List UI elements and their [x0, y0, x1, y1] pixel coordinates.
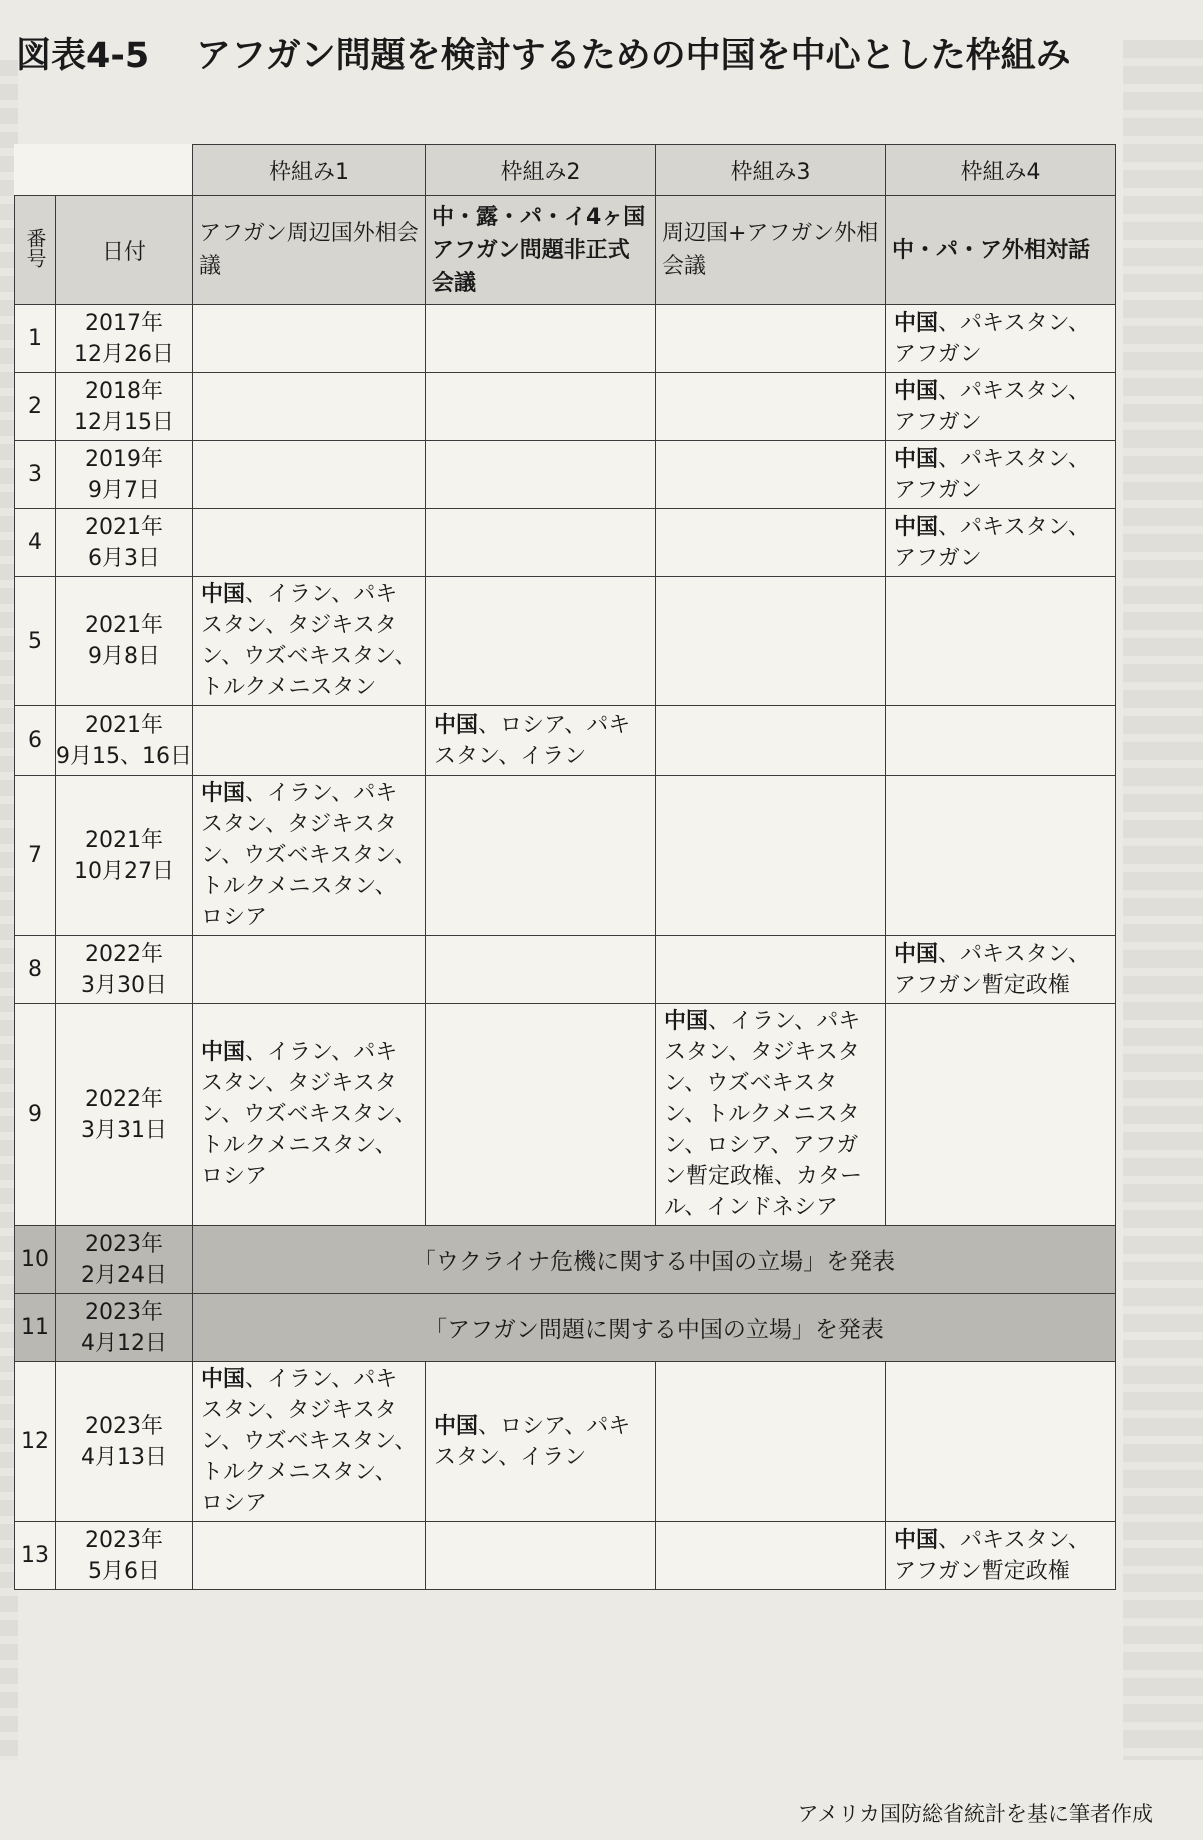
table-body: [15, 305, 1116, 1590]
framework-2-cell: [426, 1004, 656, 1226]
framework-2-cell: [426, 305, 656, 373]
framework-3-cell: [656, 1522, 886, 1590]
table-row: [15, 1004, 1116, 1226]
framework-1-cell: [193, 509, 426, 577]
table-row: [15, 1226, 1116, 1294]
framework-4-name: 中・パ・ア外相対話: [886, 196, 1116, 305]
table-row: [15, 1362, 1116, 1522]
framework-4-cell: 中国、パキスタン、アフガン暫定政権: [886, 936, 1116, 1004]
framework-3-cell: 中国、イラン、パキスタン、タジキスタン、ウズベキスタン、トルクメニスタン、ロシア、アフガン暫定政権、カタール、インドネシア: [656, 1004, 886, 1226]
framework-4-cell: [886, 776, 1116, 936]
framework-1-cell: [193, 373, 426, 441]
framework-1-label: 枠組み1: [193, 145, 426, 196]
framework-4-cell: [886, 1362, 1116, 1522]
row-date: 2017年 12月26日: [56, 305, 193, 373]
figure-number: 図表4-5: [16, 36, 150, 76]
framework-3-cell: [656, 441, 886, 509]
framework-1-cell: 中国、イラン、パキスタン、タジキスタン、ウズベキスタン、トルクメニスタン: [193, 577, 426, 706]
framework-1-cell: [193, 936, 426, 1004]
figure-caption: アフガン問題を検討するための中国を中心とした枠組み: [196, 36, 1071, 76]
row-number: 7: [15, 776, 56, 936]
row-date: 2022年 3月30日: [56, 936, 193, 1004]
framework-1-cell: [193, 441, 426, 509]
framework-2-cell: 中国、ロシア、パキスタン、イラン: [426, 1362, 656, 1522]
framework-4-label: 枠組み4: [886, 145, 1116, 196]
framework-1-name: アフガン周辺国外相会議: [193, 196, 426, 305]
row-date: 2021年 6月3日: [56, 509, 193, 577]
corner-cell: [15, 145, 193, 196]
framework-4-cell: 中国、パキスタン、アフガン: [886, 509, 1116, 577]
framework-4-cell: 中国、パキスタン、アフガン暫定政権: [886, 1522, 1116, 1590]
framework-3-cell: [656, 577, 886, 706]
row-date: 2022年 3月31日: [56, 1004, 193, 1226]
row-number: 8: [15, 936, 56, 1004]
framework-3-name: 周辺国+アフガン外相会議: [656, 196, 886, 305]
table-row: [15, 936, 1116, 1004]
row-number: 10: [15, 1226, 56, 1294]
row-number: 5: [15, 577, 56, 706]
framework-1-cell: 中国、イラン、パキスタン、タジキスタン、ウズベキスタン、トルクメニスタン、ロシア: [193, 1004, 426, 1226]
framework-1-cell: [193, 305, 426, 373]
framework-4-cell: 中国、パキスタン、アフガン: [886, 305, 1116, 373]
header-date: 日付: [56, 196, 193, 305]
table-row: [15, 1294, 1116, 1362]
row-date: 2019年 9月7日: [56, 441, 193, 509]
framework-2-name: 中・露・パ・イ4ヶ国アフガン問題非正式会議: [426, 196, 656, 305]
row-number: 4: [15, 509, 56, 577]
row-number: 3: [15, 441, 56, 509]
framework-2-cell: 中国、ロシア、パキスタン、イラン: [426, 706, 656, 776]
header-number: 番号: [15, 196, 56, 305]
framework-3-cell: [656, 936, 886, 1004]
framework-2-cell: [426, 936, 656, 1004]
framework-1-cell: 中国、イラン、パキスタン、タジキスタン、ウズベキスタン、トルクメニスタン、ロシア: [193, 776, 426, 936]
row-number: 1: [15, 305, 56, 373]
row-date: 2023年 2月24日: [56, 1226, 193, 1294]
table-row: [15, 373, 1116, 441]
table-row: [15, 577, 1116, 706]
table-row: [15, 776, 1116, 936]
framework-4-cell: [886, 706, 1116, 776]
row-date: 2023年 4月12日: [56, 1294, 193, 1362]
framework-label-row: [15, 145, 1116, 196]
row-number: 6: [15, 706, 56, 776]
framework-name-row: [15, 196, 1116, 305]
framework-3-label: 枠組み3: [656, 145, 886, 196]
framework-1-cell: [193, 706, 426, 776]
framework-1-cell: [193, 1522, 426, 1590]
table-row: [15, 441, 1116, 509]
framework-2-cell: [426, 509, 656, 577]
facing-page-show-through: [1123, 40, 1203, 1760]
framework-3-cell: [656, 706, 886, 776]
row-date: 2018年 12月15日: [56, 373, 193, 441]
framework-4-cell: 中国、パキスタン、アフガン: [886, 441, 1116, 509]
row-number: 11: [15, 1294, 56, 1362]
table-row: [15, 1522, 1116, 1590]
table-row: [15, 509, 1116, 577]
row-number: 9: [15, 1004, 56, 1226]
table-row: [15, 706, 1116, 776]
table-row: [15, 305, 1116, 373]
framework-table: [14, 144, 1116, 1590]
framework-4-cell: [886, 1004, 1116, 1226]
framework-4-cell: [886, 577, 1116, 706]
row-date: 2023年 4月13日: [56, 1362, 193, 1522]
source-note: アメリカ国防総省統計を基に筆者作成: [797, 1802, 1153, 1826]
framework-3-cell: [656, 305, 886, 373]
framework-3-cell: [656, 1362, 886, 1522]
framework-2-label: 枠組み2: [426, 145, 656, 196]
row-date: 2021年 9月15、16日: [56, 706, 193, 776]
framework-4-cell: 中国、パキスタン、アフガン: [886, 373, 1116, 441]
row-number: 2: [15, 373, 56, 441]
row-date: 2021年 9月8日: [56, 577, 193, 706]
framework-1-cell: 中国、イラン、パキスタン、タジキスタン、ウズベキスタン、トルクメニスタン、ロシア: [193, 1362, 426, 1522]
framework-2-cell: [426, 577, 656, 706]
row-number: 12: [15, 1362, 56, 1522]
framework-2-cell: [426, 1522, 656, 1590]
row-date: 2023年 5月6日: [56, 1522, 193, 1590]
framework-3-cell: [656, 509, 886, 577]
framework-3-cell: [656, 373, 886, 441]
framework-3-cell: [656, 776, 886, 936]
row-date: 2021年 10月27日: [56, 776, 193, 936]
framework-2-cell: [426, 776, 656, 936]
row-number: 13: [15, 1522, 56, 1590]
framework-2-cell: [426, 373, 656, 441]
announcement-cell: 「ウクライナ危機に関する中国の立場」を発表: [193, 1226, 1116, 1294]
framework-2-cell: [426, 441, 656, 509]
announcement-cell: 「アフガン問題に関する中国の立場」を発表: [193, 1294, 1116, 1362]
